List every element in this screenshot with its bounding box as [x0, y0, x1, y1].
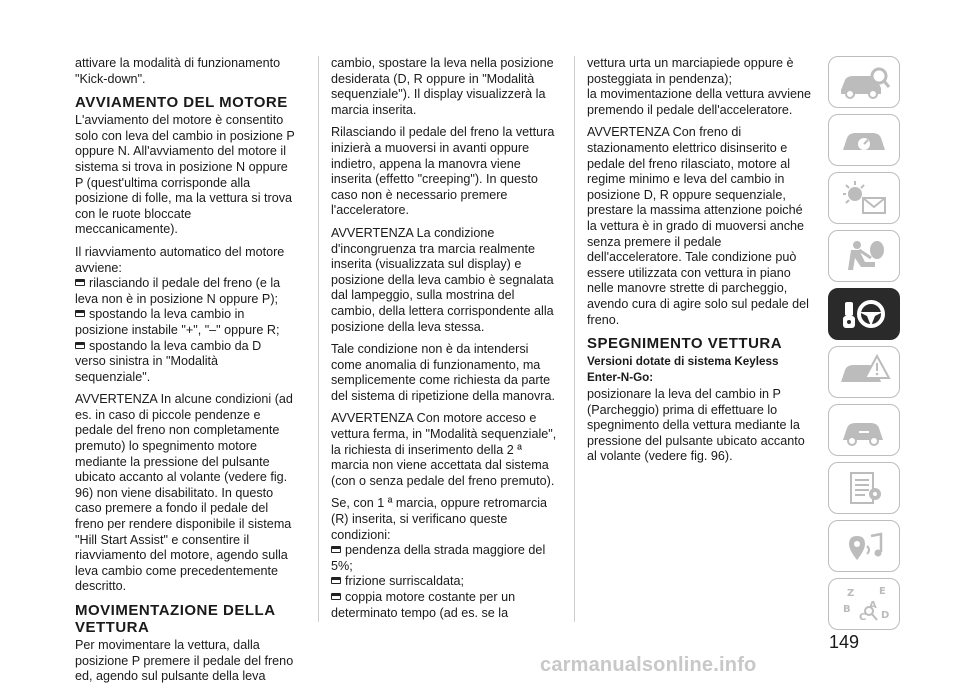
section-heading-movimentazione: MOVIMENTAZIONE DELLA VETTURA — [75, 602, 275, 636]
tab-light-envelope[interactable] — [828, 172, 900, 224]
bullet-icon — [75, 310, 85, 317]
tab-multimedia[interactable] — [828, 520, 900, 572]
tab-car-dashboard[interactable] — [828, 114, 900, 166]
watermark: carmanualsonline.info — [540, 654, 757, 676]
index-letter: B — [843, 604, 851, 615]
section-heading-avviamento: AVVIAMENTO DEL MOTORE — [75, 94, 288, 112]
airbag-seat-icon — [835, 236, 893, 276]
tab-car-search[interactable] — [828, 56, 900, 108]
paragraph: Rilasciando il pedale del freno la vettura inizierà a muoversi in avanti oppure indietro, appena la manovra viene inserita (effetto "creeping"). In questo caso non è necessario premere l'acceleratore. — [331, 125, 555, 218]
paragraph: la movimentazione della vettura avviene premendo il pedale dell'acceleratore. — [587, 87, 812, 117]
car-search-icon — [835, 62, 893, 102]
list-item: pendenza della strada maggiore del 5%; — [331, 543, 546, 573]
multimedia-icon — [835, 526, 893, 566]
index-letter: A — [869, 600, 877, 611]
list-item: frizione surriscaldata; — [331, 574, 559, 590]
light-envelope-icon — [835, 178, 893, 218]
warning-paragraph: AVVERTENZA La condizione d'incongruenza tra marcia realmente inserita (visualizzata sul display) e posizione della leva cambio è segnalata dal lampeggio, sulla mostrina del cambio, della lettera corrispondente alla posizione della leva stessa. — [331, 225, 554, 334]
warning-paragraph: AVVERTENZA Con freno di stazionamento elettrico disinserito e pedale del freno rilasciato, motore al regime minimo e leva del cambio in posizione D, R oppure sequenziale, prestare la massima attenzione poiché la vettura è in grado di muoversi anche senza premere il pedale dell'acceleratore. Tale condizione può essere utilizzata con vettura in piano nelle manovre strette di parcheggio, avendo cura di agire solo sul pedale del freno. — [587, 125, 809, 327]
paragraph: Tale condizione non è da intendersi come anomalia di funzionamento, ma semplicemente come richiesta da parte del sistema di ripetizione della manovra. — [331, 342, 556, 403]
chapter-sidebar — [828, 56, 900, 636]
column-divider — [574, 56, 575, 622]
list-item: rilasciando il pedale del freno (e la leva non è in posizione N oppure P); — [75, 276, 281, 306]
car-dashboard-icon — [835, 120, 893, 160]
column-divider — [318, 56, 319, 622]
paragraph: Il riavviamento automatico del motore avviene: — [75, 244, 285, 275]
technical-data-icon — [835, 468, 893, 508]
index-letter: E — [879, 586, 886, 597]
tab-technical-data[interactable] — [828, 462, 900, 514]
list-item: coppia motore costante per un determinato tempo (ad es. se la — [331, 590, 516, 620]
paragraph: attivare la modalità di funzionamento "Kick-down". — [75, 56, 281, 86]
list-item: spostando la leva cambio in posizione instabile "+", "–" oppure R; — [75, 307, 280, 337]
car-warning-icon — [835, 352, 893, 392]
section-heading-spegnimento: SPEGNIMENTO VETTURA — [587, 335, 783, 353]
bullet-icon — [331, 546, 341, 553]
bullet-icon — [75, 279, 85, 286]
paragraph: Se, con 1 ª marcia, oppure retromarcia (R) inserita, si verificano queste condizioni: — [331, 496, 548, 542]
paragraph: vettura urta un marciapiede oppure è posteggiata in pendenza); — [587, 56, 794, 86]
index-letter: Z — [847, 588, 855, 599]
bullet-icon — [331, 593, 341, 600]
tab-alphabetical-index[interactable] — [828, 578, 900, 630]
car-service-icon — [835, 410, 893, 450]
paragraph: cambio, spostare la leva nella posizione desiderata (D, R oppure in "Modalità sequenziale"). Il display visualizzerà la marcia inserita. — [331, 56, 554, 117]
key-steering-wheel-icon — [835, 294, 893, 334]
paragraph: posizionare la leva del cambio in P (Parcheggio) prima di effettuare lo spegnimento della vettura mediante la pressione del pulsante ubicato accanto al volante (vedere fig. 96). — [587, 387, 805, 464]
list-item: spostando la leva cambio da D verso sinistra in "Modalità sequenziale". — [75, 338, 262, 384]
tab-car-warning[interactable] — [828, 346, 900, 398]
tab-car-service[interactable] — [828, 404, 900, 456]
page-number: 149 — [829, 632, 860, 652]
alphabetical-index-icon — [835, 584, 893, 624]
subheading-keyless: Versioni dotate di sistema Keyless Enter-N-Go: — [587, 354, 779, 384]
text-column-3 — [587, 56, 815, 472]
index-letter: D — [881, 610, 890, 621]
warning-paragraph: AVVERTENZA In alcune condizioni (ad es. in caso di piccole pendenze e pedale del freno non completamente premuto) lo spegnimento motore mediante la pressione del pulsante ubicato accanto al volante (vedere fig. 96) non viene disabilitato. In questo caso premere a fondo il pedale del freno per rendere disponibile il sistema "Hill Start Assist" e consentire il riavviamento del motore, agendo sulla leva cambio come precedentemente descritto. — [75, 392, 293, 594]
bullet-icon — [75, 342, 85, 349]
text-column-2 — [331, 56, 559, 628]
text-column-1 — [75, 56, 295, 692]
paragraph: Per movimentare la vettura, dalla posizione P premere il pedale del freno ed, agendo sul pulsante della leva — [75, 638, 294, 684]
paragraph: L'avviamento del motore è consentito solo con leva del cambio in posizione P oppure N. All'avviamento del motore il sistema si trova in posizione N oppure P (quest'ultima corrisponde alla posizione di folle, ma la vettura si trova con le ruote bloccate meccanicamente). — [75, 113, 295, 237]
index-letter: C — [859, 612, 867, 623]
tab-airbag-seat[interactable] — [828, 230, 900, 282]
tab-key-steering-wheel[interactable] — [828, 288, 900, 340]
bullet-icon — [331, 577, 341, 584]
warning-paragraph: AVVERTENZA Con motore acceso e vettura ferma, in "Modalità sequenziale", la richiesta di inserimento della 2 ª marcia non viene accettata dal sistema (con o senza pedale del freno premuto). — [331, 411, 557, 488]
